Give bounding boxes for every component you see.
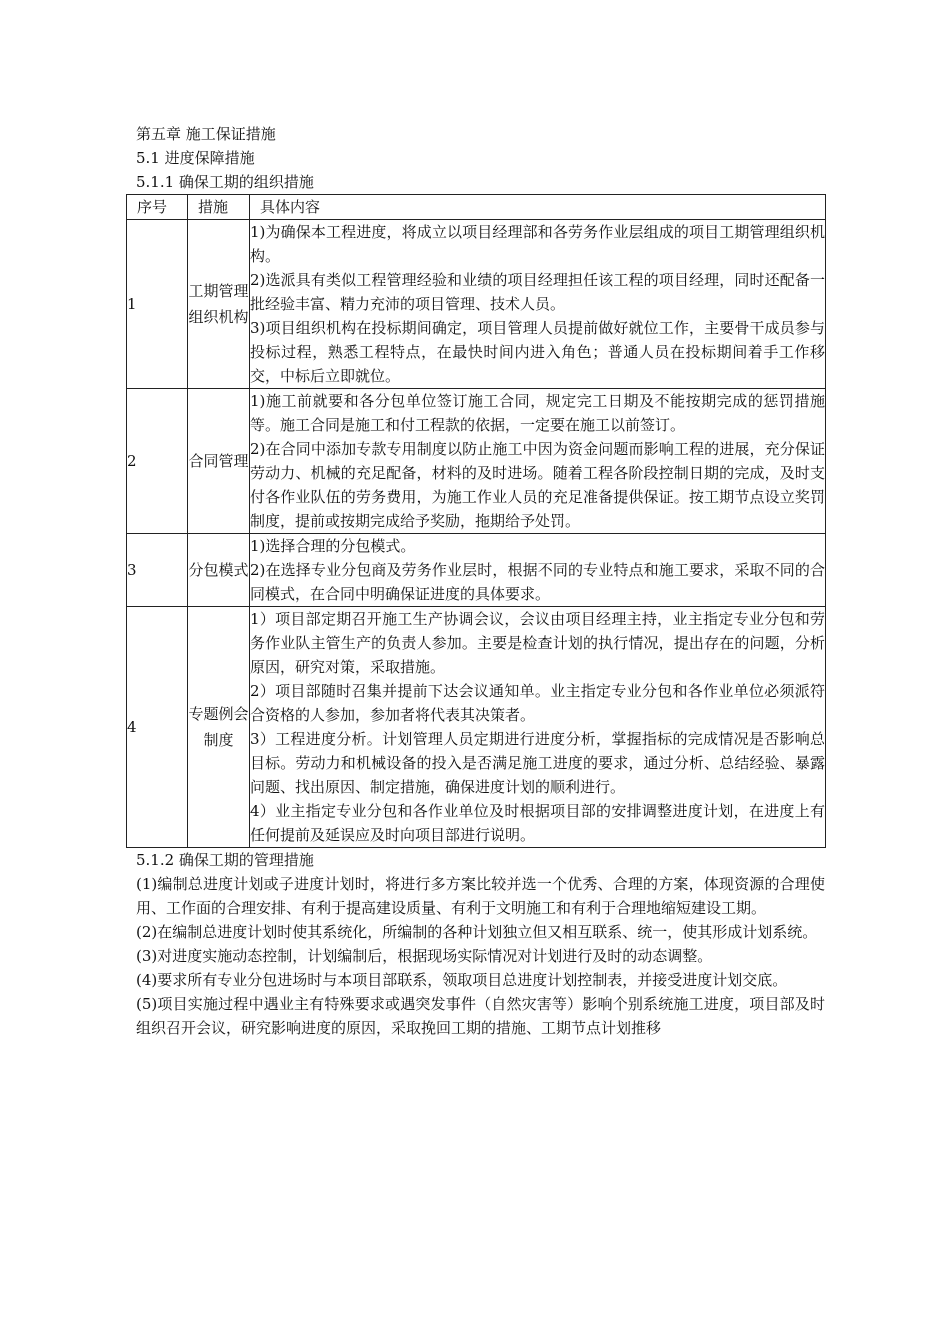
row-number: 2: [127, 389, 188, 534]
management-paragraph: (1)编制总进度计划或子进度计划时，将进行多方案比较并选一个优秀、合理的方案，体现资源的合理使用、工作面的合理安排、有利于提高建设质量、有利于文明施工和有利于合理地缩短建设工期。: [136, 875, 825, 917]
content-item: 1)施工前就要和各分包单位签订施工合同，规定完工日期及不能按期完成的惩罚措施等。施工合同是施工和付工程款的依据，一定要在施工以前签订。: [250, 392, 825, 434]
row-content: [250, 534, 826, 607]
table-row: [127, 534, 826, 607]
row-content: [250, 389, 826, 534]
subsection-title-organization: 5.1.1 确保工期的组织措施: [136, 173, 314, 191]
content-item: 1)为确保本工程进度，将成立以项目经理部和各劳务作业层组成的项目工期管理组织机构。: [250, 223, 825, 265]
row-content: [250, 607, 826, 848]
content-item: 1）项目部定期召开施工生产协调会议，会议由项目经理主持，业主指定专业分包和劳务作业队主管生产的负责人参加。主要是检查计划的执行情况，提出存在的问题，分析原因，研究对策，采取措施。: [250, 610, 825, 676]
content-item: 4）业主指定专业分包和各作业单位及时根据项目部的安排调整进度计划，在进度上有任何提前及延误应及时向项目部进行说明。: [250, 802, 825, 844]
content-item: 2)在选择专业分包商及劳务作业层时，根据不同的专业特点和施工要求，采取不同的合同模式，在合同中明确保证进度的具体要求。: [250, 561, 825, 603]
row-measure-name: 合同管理: [188, 389, 250, 534]
content-item: 2)在合同中添加专款专用制度以防止施工中因为资金问题而影响工程的进展，充分保证劳动力、机械的充足配备，材料的及时进场。随着工程各阶段控制日期的完成，及时支付各作业队伍的劳务费用，为施工作业人员的充足准备提供保证。按工期节点设立奖罚制度，提前或按期完成给予奖励，拖期给予处罚。: [250, 440, 825, 530]
header-content: 具体内容: [250, 195, 826, 220]
row-number: 4: [127, 607, 188, 848]
management-paragraph: (5)项目实施过程中遇业主有特殊要求或遇突发事件（自然灾害等）影响个别系统施工进度，项目部及时组织召开会议，研究影响进度的原因，采取挽回工期的措施、工期节点计划推移: [136, 995, 825, 1037]
content-item: 2）项目部随时召集并提前下达会议通知单。业主指定专业分包和各作业单位必须派符合资格的人参加，参加者将代表其决策者。: [250, 682, 825, 724]
row-measure-name: 专题例会制度: [188, 607, 250, 848]
row-measure-name: 分包模式: [188, 534, 250, 607]
content-item: 2)选派具有类似工程管理经验和业绩的项目经理担任该工程的项目经理，同时还配备一批经验丰富、精力充沛的项目管理、技术人员。: [250, 271, 825, 313]
table-row: [127, 607, 826, 848]
organization-measures-table: [126, 194, 826, 848]
chapter-title: 第五章 施工保证措施: [136, 125, 276, 143]
content-item: 3)项目组织机构在投标期间确定，项目管理人员提前做好就位工作，主要骨干成员参与投标过程，熟悉工程特点，在最快时间内进入角色；普通人员在投标期间着手工作移交，中标后立即就位。: [250, 319, 825, 385]
header-number: 序号: [127, 195, 188, 220]
content-item: 3）工程进度分析。计划管理人员定期进行进度分析，掌握指标的完成情况是否影响总目标。劳动力和机械设备的投入是否满足施工进度的要求，通过分析、总结经验、暴露问题、找出原因、制定措施，确保进度计划的顺利进行。: [250, 730, 825, 796]
row-measure-name: 工期管理组织机构: [188, 220, 250, 389]
content-item: 1)选择合理的分包模式。: [250, 537, 416, 555]
table-header-row: [127, 195, 826, 220]
section-title: 5.1 进度保障措施: [136, 149, 255, 167]
management-paragraph: (3)对进度实施动态控制，计划编制后，根据现场实际情况对计划进行及时的动态调整。: [136, 947, 713, 965]
table-row: [127, 389, 826, 534]
header-measure: 措施: [188, 195, 250, 220]
table-row: [127, 220, 826, 389]
management-paragraph: (4)要求所有专业分包进场时与本项目部联系，领取项目总进度计划控制表，并接受进度计划交底。: [136, 971, 788, 989]
document-page: [126, 122, 825, 1040]
row-content: [250, 220, 826, 389]
subsection-title-management: 5.1.2 确保工期的管理措施: [136, 851, 314, 869]
management-paragraph: (2)在编制总进度计划时使其系统化，所编制的各种计划独立但又相互联系、统一，使其形成计划系统。: [136, 923, 818, 941]
row-number: 1: [127, 220, 188, 389]
row-number: 3: [127, 534, 188, 607]
